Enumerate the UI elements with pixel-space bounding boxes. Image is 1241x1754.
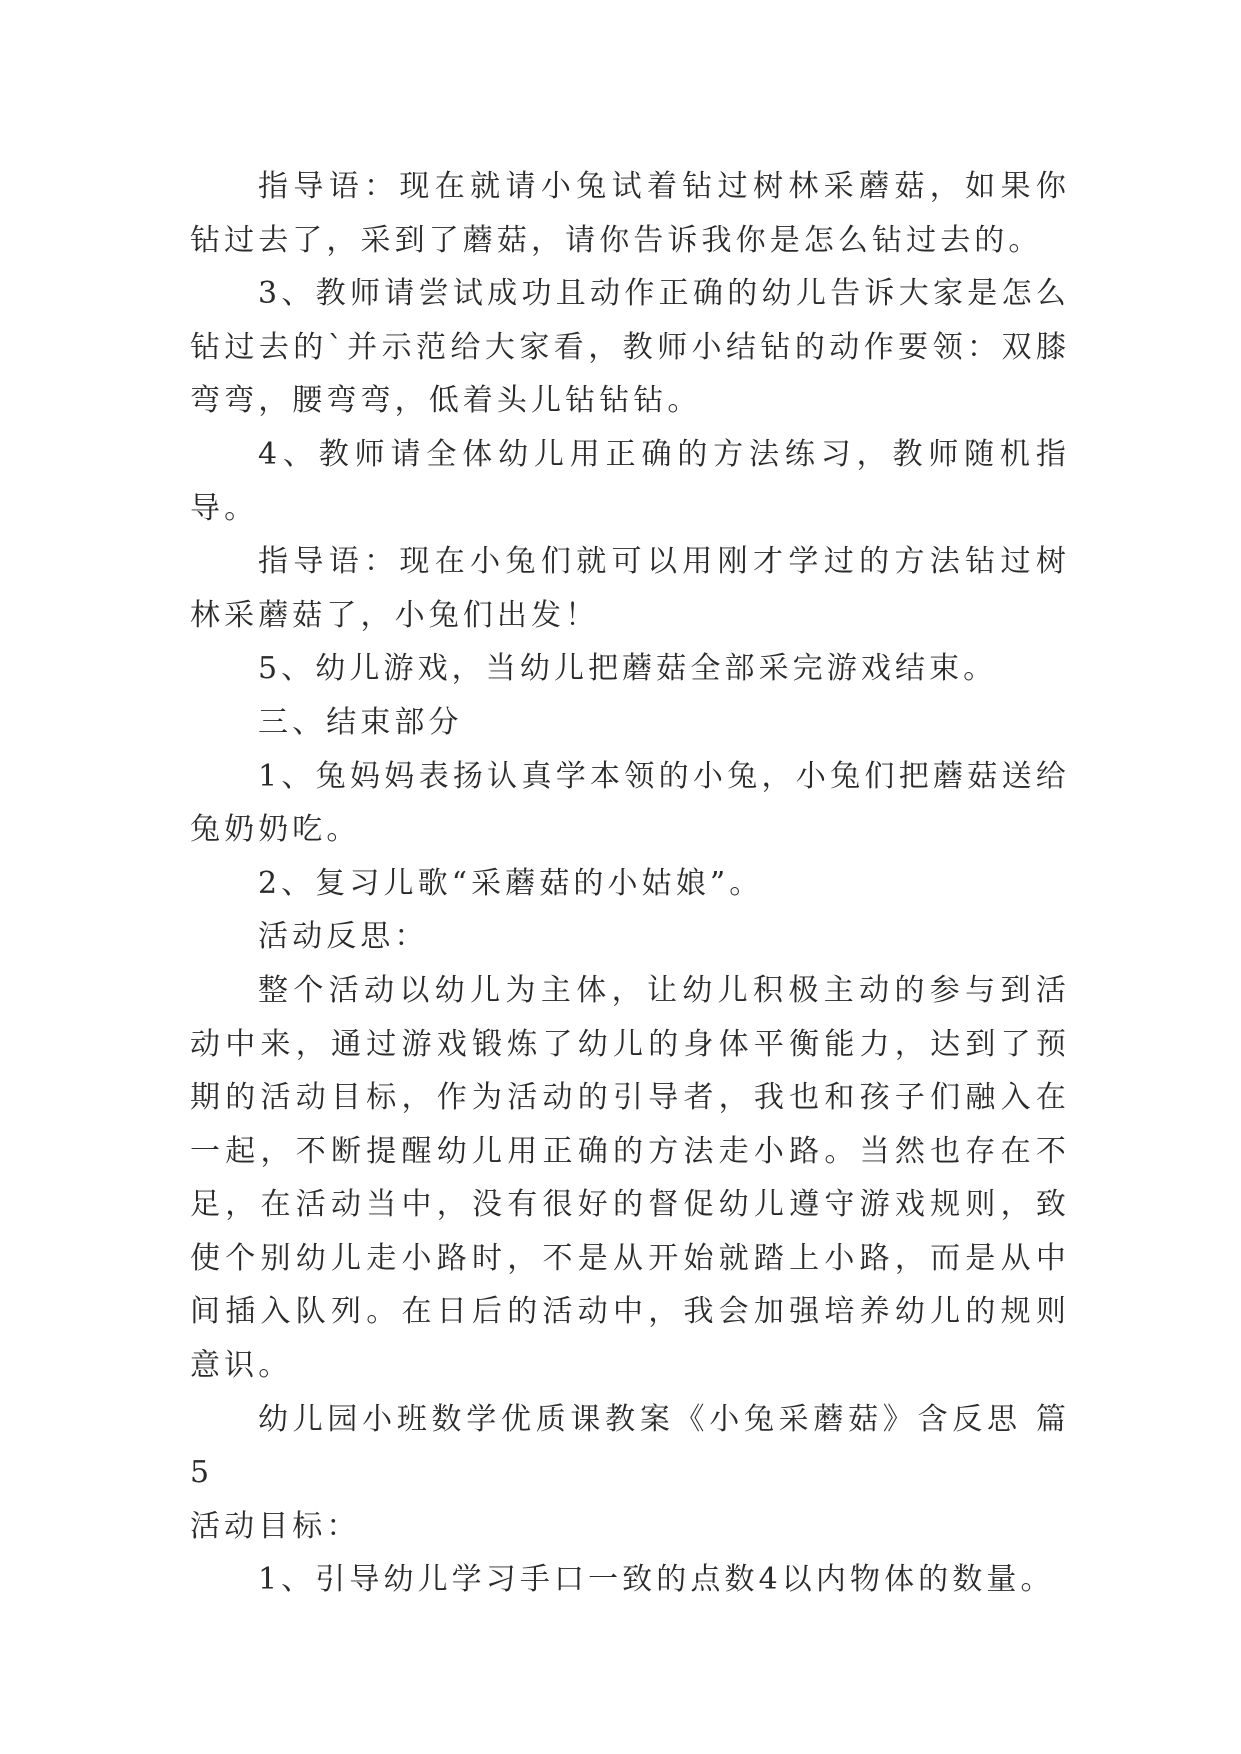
paragraph-ending-2: 2、复习儿歌“采蘑菇的小姑娘”。 [258,865,764,901]
paragraph-objective-1: 1、引导幼儿学习手口一致的点数4以内物体的数量。 [258,1562,1055,1598]
paragraph-step-5: 5、幼儿游戏，当幼儿把蘑菇全部采完游戏结束。 [258,651,998,687]
paragraph-guide-2: 指导语：现在小兔们就可以用刚才学过的方法钻过树林采蘑菇了，小兔们出发！ [190,544,1070,633]
paragraph-reflection: 整个活动以幼儿为主体，让幼儿积极主动的参与到活动中来，通过游戏锻炼了幼儿的身体平衡能力，达到了预期的活动目标，作为活动的引导者，我也和孩子们融入在一起，不断提醒幼儿用正确的方法走小路。当然也存在不足，在活动当中，没有很好的督促幼儿遵守游戏规则，致使个别幼儿走小路时，不是从开始就踏上小路，而是从中间插入队列。在日后的活动中，我会加强培养幼儿的规则意识。 [190,972,1070,1384]
heading-reflection: 活动反思： [258,919,429,955]
paragraph-guide-1: 指导语：现在就请小兔试着钻过树林采蘑菇，如果你钻过去了，采到了蘑菇，请你告诉我你是怎么钻过去的。 [190,169,1070,258]
document-body [190,160,1070,1607]
section-heading-ending: 三、结束部分 [258,704,463,740]
paragraph-step-3: 3、教师请尝试成功且动作正确的幼儿告诉大家是怎么钻过去的`并示范给大家看，教师小结钻的动作要领：双膝弯弯，腰弯弯，低着头儿钻钻钻。 [190,276,1070,419]
lesson-title: 幼儿园小班数学优质课教案《小兔采蘑菇》含反思 篇5 [190,1401,1070,1491]
paragraph-step-4: 4、教师请全体幼儿用正确的方法练习，教师随机指导。 [190,436,1070,526]
paragraph-ending-1: 1、兔妈妈表扬认真学本领的小兔，小兔们把蘑菇送给兔奶奶吃。 [190,758,1070,848]
heading-objectives: 活动目标： [190,1508,361,1544]
